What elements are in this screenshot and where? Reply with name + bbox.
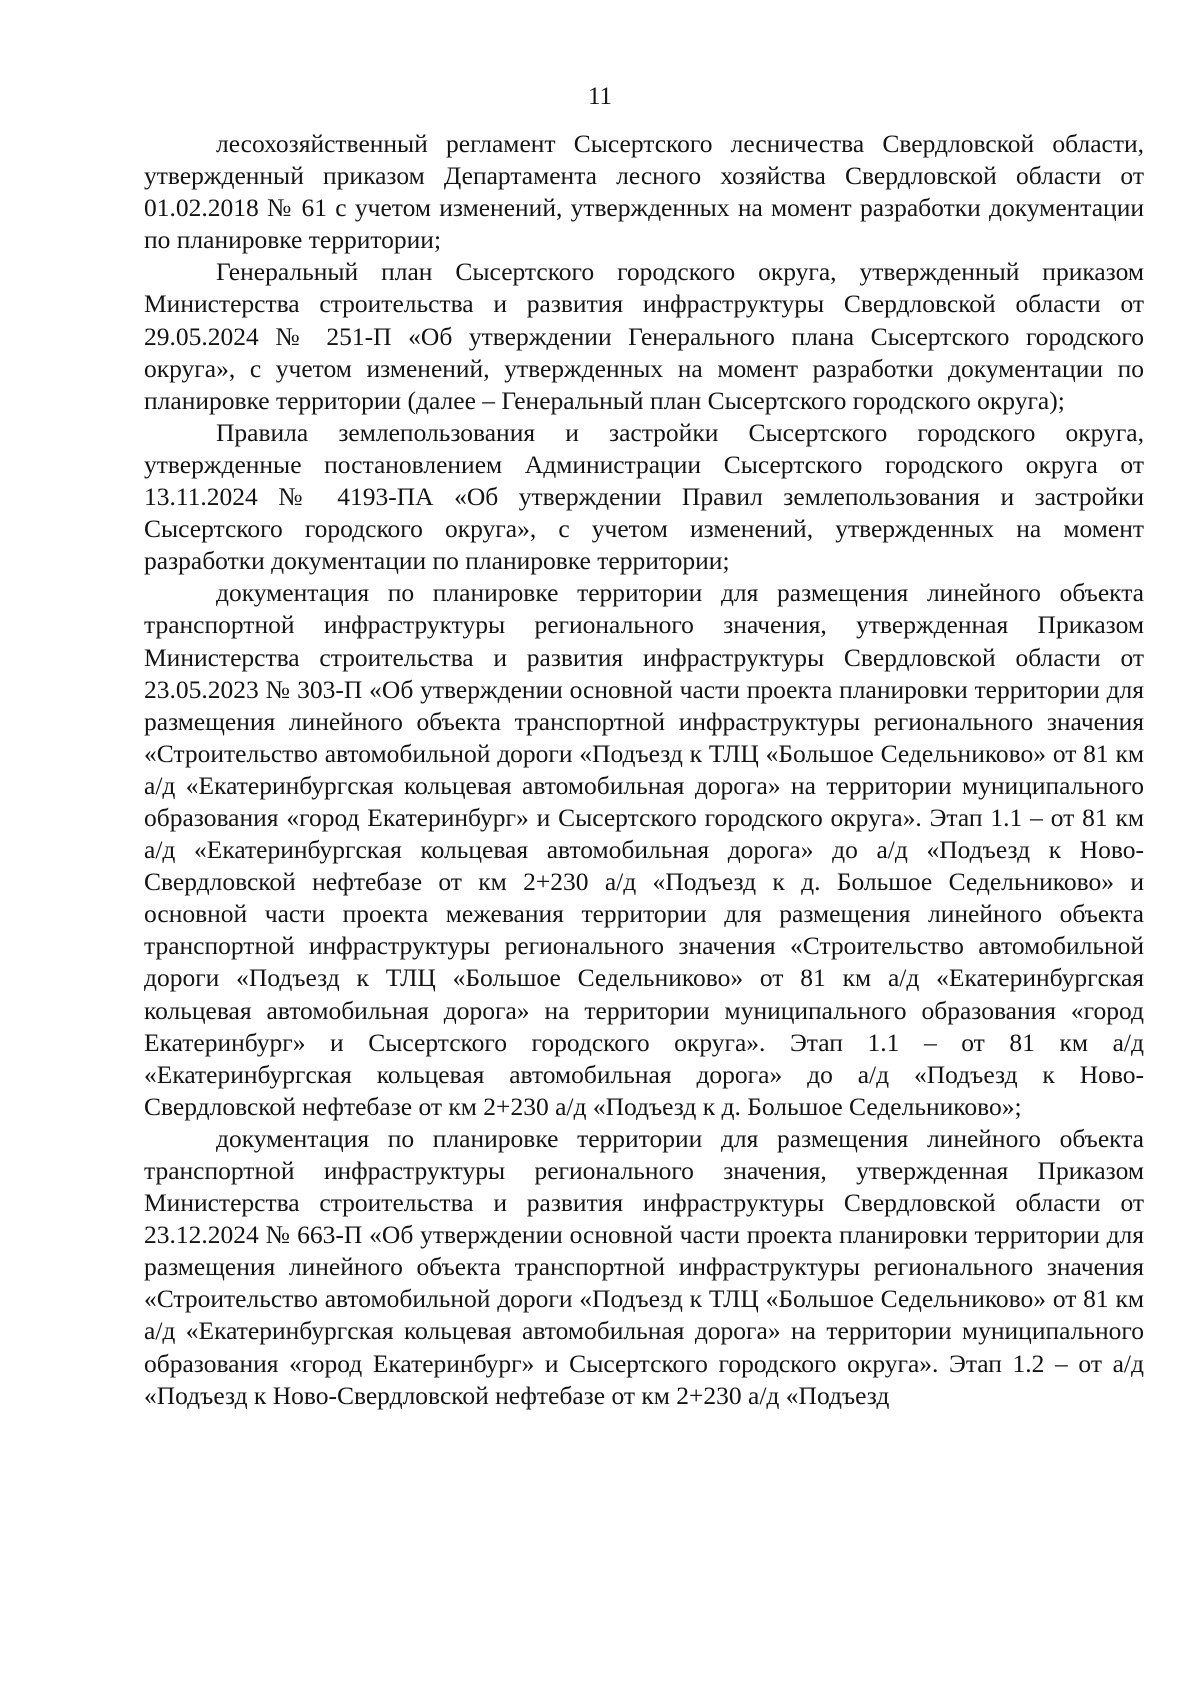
paragraph-planning-documentation-stage-1-2: документация по планировке территории для размещения линейного объекта транспортной инфраструктуры регионального значения, утвержденная Приказом Министерства строительства и развития инфраструктуры Свердловской области от 23.12.2024 № 663-П «Об утверждении основной части проекта планировки территории для размещения линейного объекта транспортной инфраструктуры регионального значения «Строительство автомобильной дороги «Подъезд к ТЛЦ «Большое Седельниково» от 81 км а/д «Екатеринбургская кольцевая автомобильная дорога» на территории муниципального образования «город Екатеринбург» и Сысертского городского округа». Этап 1.2 – от а/д «Подъезд к Ново-Свердловской нефтебазе от км 2+230 а/д «Подъезд [144, 1123, 1144, 1410]
paragraph-land-use-rules: Правила землепользования и застройки Сысертского городского округа, утвержденные постановлением Администрации Сысертского городского округа от 13.11.2024 № 4193-ПА «Об утверждении Правил землепользования и застройки Сысертского городского округа», с учетом изменений, утвержденных на момент разработки документации по планировке территории; [144, 417, 1144, 576]
paragraph-forestry-regulation: лесохозяйственный регламент Сысертского лесничества Свердловской области, утвержденный приказом Департамента лесного хозяйства Свердловской области от 01.02.2018 № 61 с учетом изменений, утвержденных на момент разработки документации по планировке территории; [144, 129, 1144, 255]
page-number: 11 [587, 83, 613, 110]
paragraph-planning-documentation-stage-1-1: документация по планировке территории для размещения линейного объекта транспортной инфраструктуры регионального значения, утвержденная Приказом Министерства строительства и развития инфраструктуры Свердловской области от 23.05.2023 № 303-П «Об утверждении основной части проекта планировки территории для размещения линейного объекта транспортной инфраструктуры регионального значения «Строительство автомобильной дороги «Подъезд к ТЛЦ «Большое Седельниково» от 81 км а/д «Екатеринбургская кольцевая автомобильная дорога» на территории муниципального образования «город Екатеринбург» и Сысертского городского округа». Этап 1.1 – от 81 км а/д «Екатеринбургская кольцевая автомобильная дорога» до а/д «Подъезд к Ново-Свердловской нефтебазе от км 2+230 а/д «Подъезд к д. Большое Седельниково» и основной части проекта межевания территории для размещения линейного объекта транспортной инфраструктуры регионального значения «Строительство автомобильной дороги «Подъезд к ТЛЦ «Большое Седельниково» от 81 км а/д «Екатеринбургская кольцевая автомобильная дорога» на территории муниципального образования «город Екатеринбург» и Сысертского городского округа». Этап 1.1 – от 81 км а/д «Екатеринбургская кольцевая автомобильная дорога» до а/д «Подъезд к Ново-Свердловской нефтебазе от км 2+230 а/д «Подъезд к д. Большое Седельниково»; [144, 578, 1144, 1121]
document-body [144, 128, 1144, 1412]
paragraph-general-plan: Генеральный план Сысертского городского округа, утвержденный приказом Министерства строительства и развития инфраструктуры Свердловской области от 29.05.2024 № 251-П «Об утверждении Генерального плана Сысертского городского округа», с учетом изменений, утвержденных на момент разработки документации по планировке территории (далее – Генеральный план Сысертского городского округа); [144, 257, 1144, 415]
